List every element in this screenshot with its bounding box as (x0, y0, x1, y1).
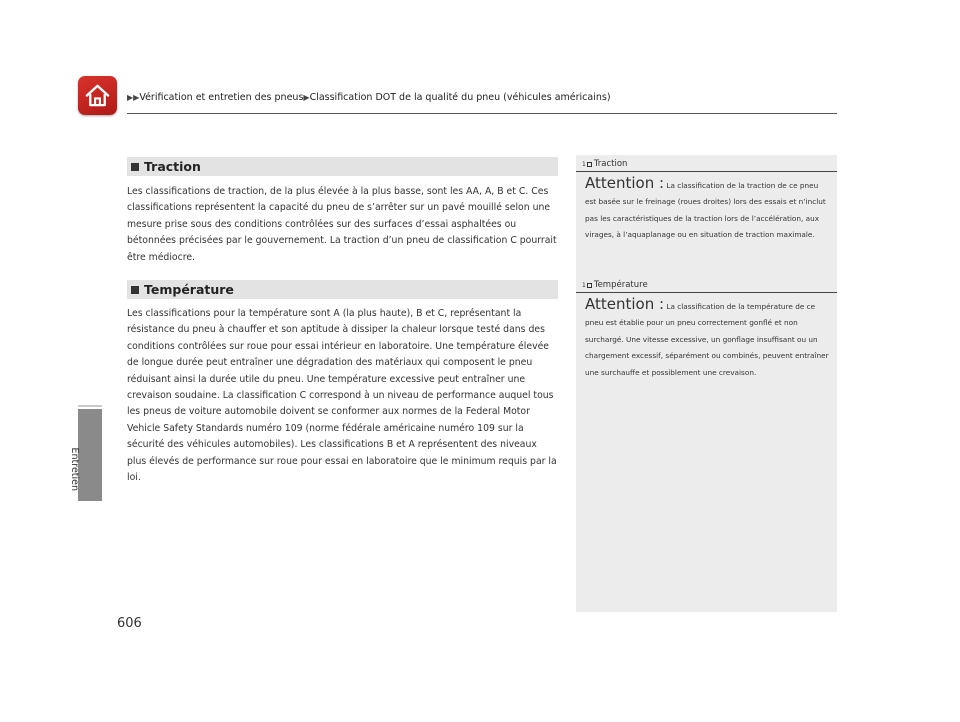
note-number: 1 (582, 281, 586, 289)
breadcrumb (127, 92, 611, 103)
note-square-icon (587, 162, 592, 167)
attention-label: Attention : (585, 295, 665, 313)
note-number: 1 (582, 160, 586, 168)
traction-paragraph: Les classifications de traction, de la plus élevée à la plus basse, sont les AA, A, B et C. Ces classifications représentent la capacité du pneu de s’arrêter sur un pavé mouillé selon une mesure prise sous des conditions contrôlées sur des surfaces d’essai asphaltées ou bétonnées précisées par le gouvernement. La traction d’un pneu de classification C pourrait être médiocre. (127, 186, 557, 263)
note-body-traction (576, 172, 837, 244)
side-section-label: Entretien (69, 447, 80, 492)
side-tab (78, 409, 102, 501)
temperature-paragraph: Les classifications pour la température sont A (la plus haute), B et C, représentant la résistance du pneu à chauffer et son aptitude à dissiper la chaleur lorsque testé dans des conditions contrôlées sur roue pour essai intérieur en laboratoire. Une température élevée de longue durée peut entraîner une dégradation des matériaux qui composent le pneu réduisant ainsi la durée utile du pneu. Une température excessive peut entraîner une crevaison soudaine. La classification C correspond à un niveau de performance auquel tous les pneus de voiture automobile doivent se conformer aux normes de la Federal Motor Vehicle Safety Standards numéro 109 (norme fédérale américaine numéro 109 sur la sécurité des véhicules automobiles). Les classifications B et A représentent des niveaux plus élevés de performance sur roue pour essai en laboratoire que le minimum requis par la loi. (127, 308, 557, 484)
note-body-temperature (576, 293, 837, 381)
section-square-icon (131, 286, 139, 294)
section-square-icon (131, 163, 139, 171)
home-button[interactable] (78, 76, 117, 115)
header-divider (127, 113, 837, 114)
attention-label: Attention : (585, 174, 665, 192)
page-number: 606 (117, 616, 142, 631)
note-text-traction: La classification de la traction de ce pneu est basée sur le freinage (roues droites) lors des essais et n’inclut pas les caractéristiques de la traction lors de l’accélération, aux virages, à l’aquaplanage ou en situation de traction maximale. (585, 181, 826, 240)
breadcrumb-arrow-icon: ▶▶ (127, 93, 140, 102)
breadcrumb-arrow-icon: ▶ (303, 93, 310, 102)
note-header-temperature (576, 278, 837, 292)
note-title-temperature: Température (593, 280, 648, 290)
note-title-traction: Traction (593, 159, 628, 169)
notes-panel (576, 155, 837, 612)
section-header-traction (127, 157, 558, 176)
side-tab-marker (78, 405, 102, 407)
section-header-temperature (127, 280, 558, 299)
note-text-temperature: La classification de la température de ce pneu est établie pour un pneu correctement gonflé et non surchargé. Une vitesse excessive, un gonflage insuffisant ou un chargement excessif, séparément ou combinés, peuvent entraîner une surchauffe et possiblement une crevaison. (585, 302, 829, 377)
note-header-traction (576, 157, 837, 171)
section-title-temperature: Température (144, 282, 234, 297)
note-square-icon (587, 283, 592, 288)
breadcrumb-item-tire-maintenance[interactable]: Vérification et entretien des pneus (139, 92, 304, 103)
home-icon (84, 82, 111, 109)
breadcrumb-item-dot-classification[interactable]: Classification DOT de la qualité du pneu (véhicules américains) (309, 92, 611, 103)
section-title-traction: Traction (144, 159, 201, 174)
note-traction (576, 157, 837, 244)
note-temperature (576, 278, 837, 381)
